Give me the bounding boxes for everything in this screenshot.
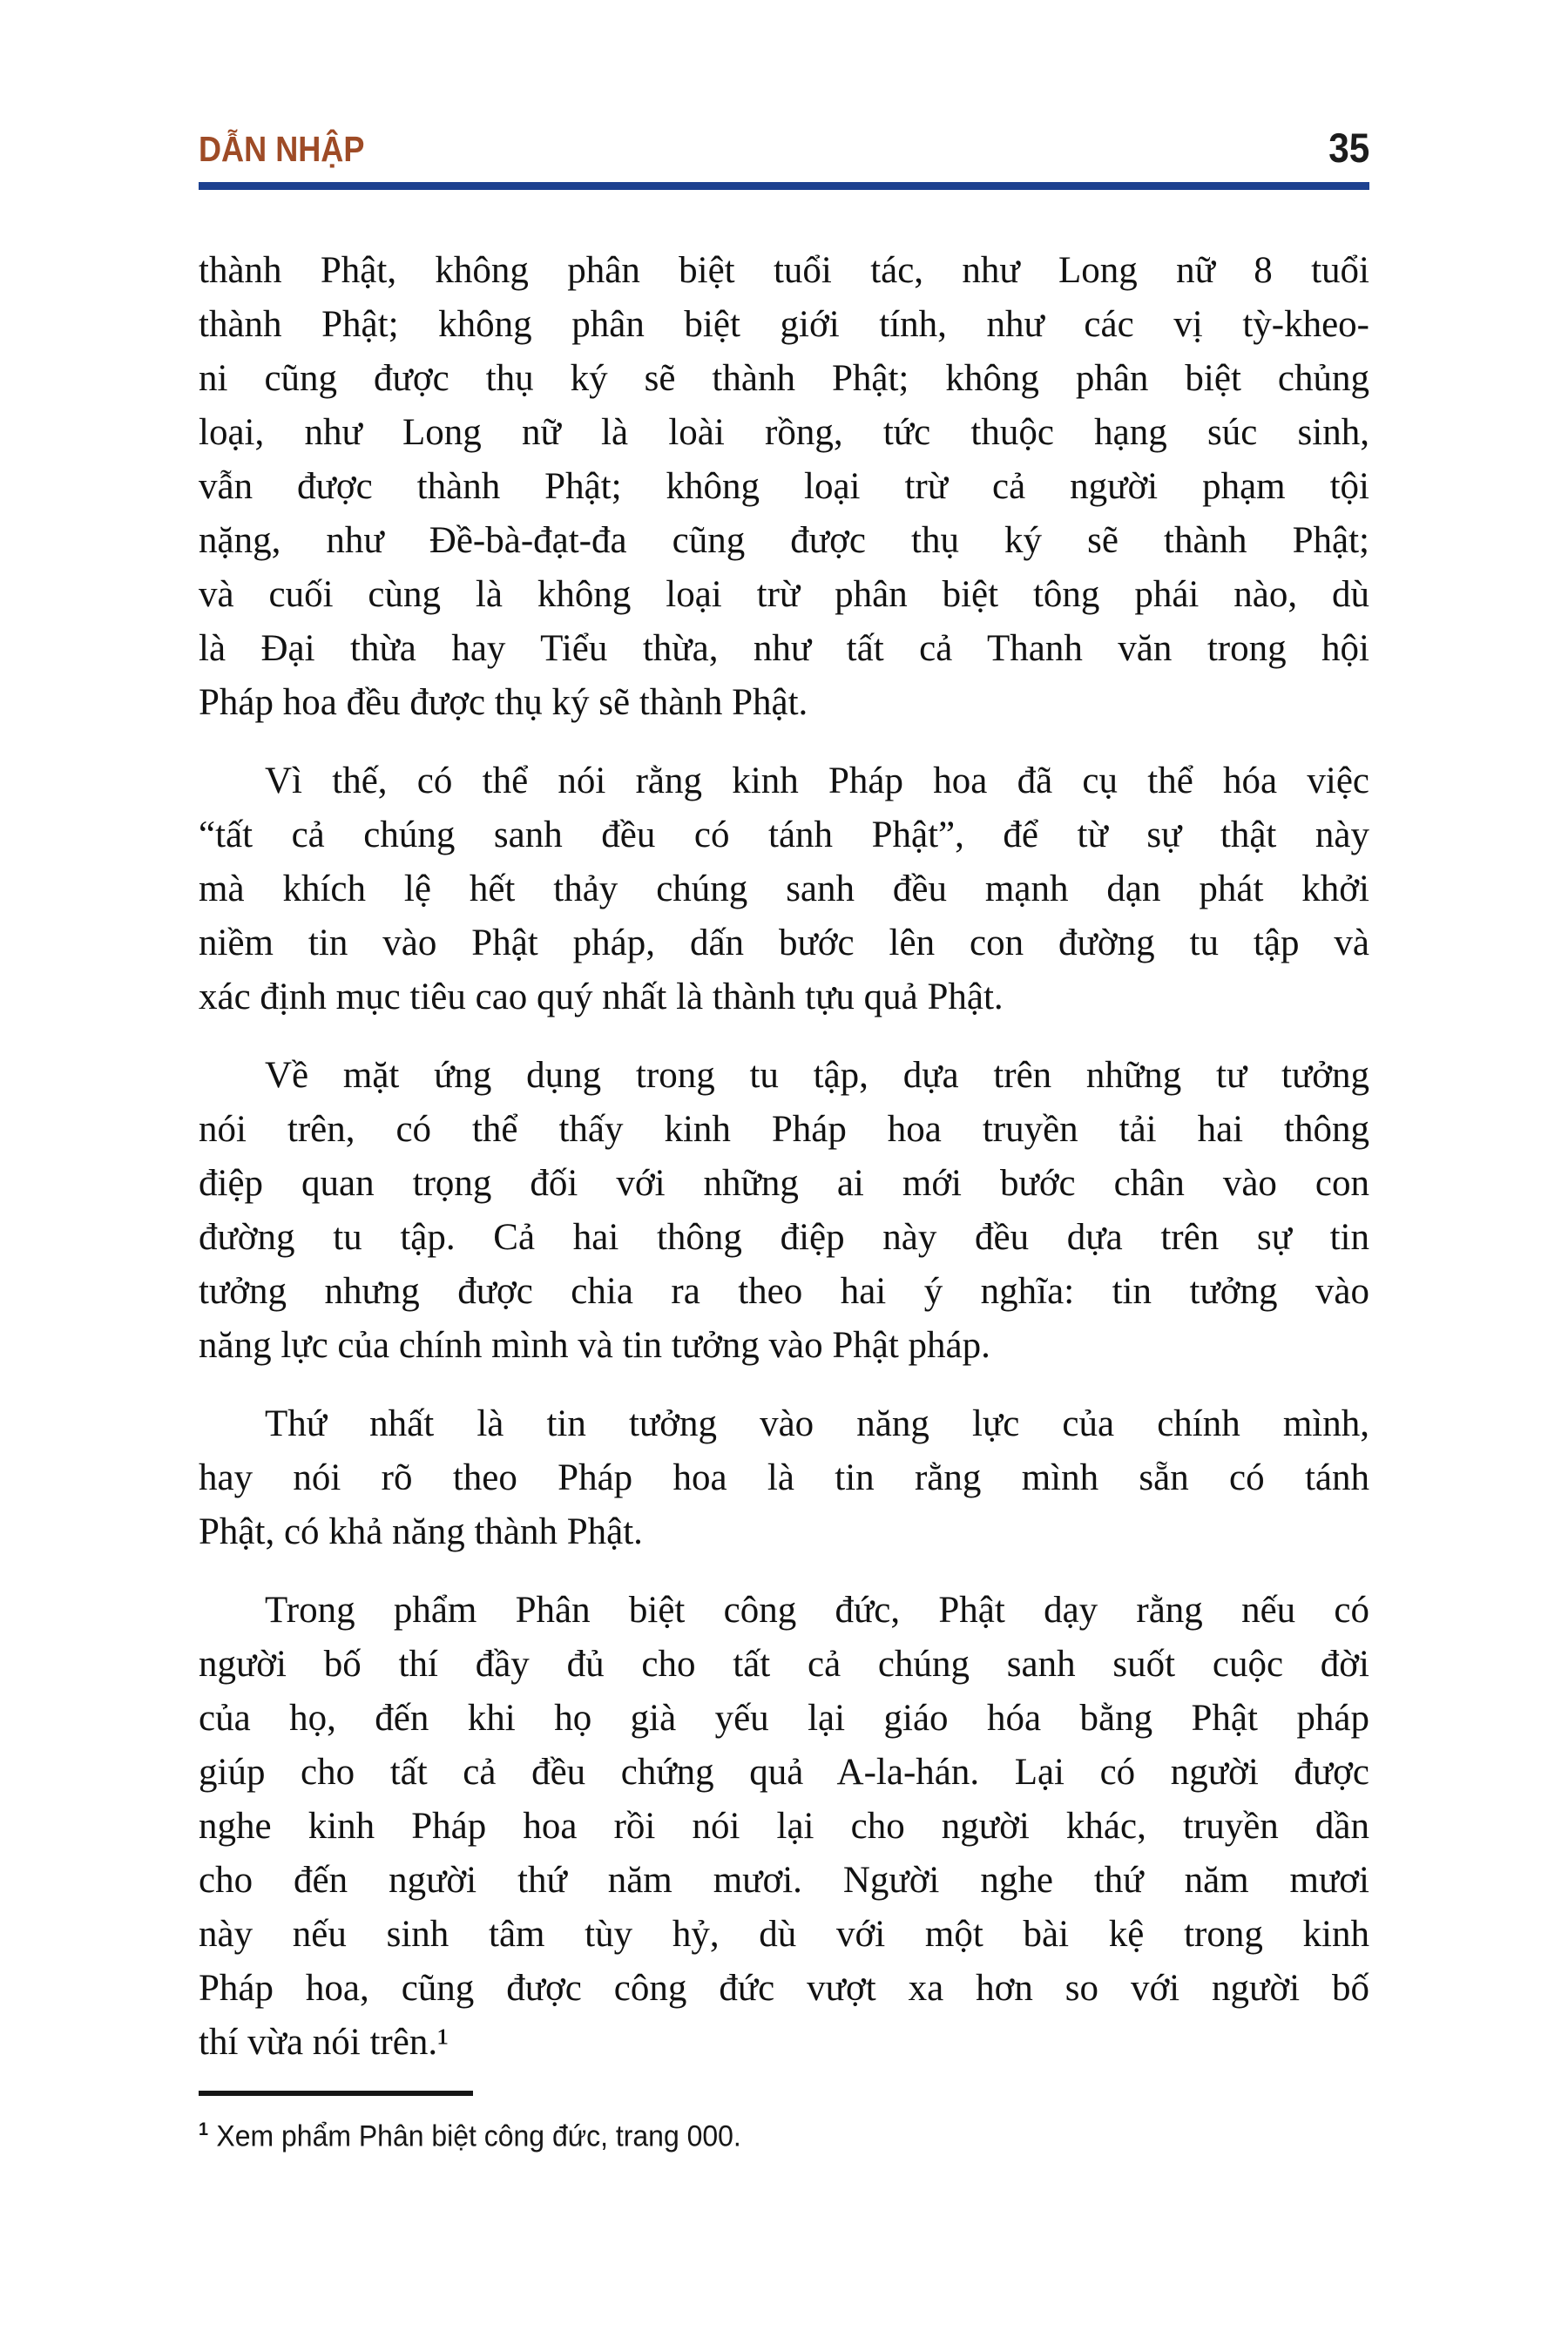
footnote-marker: 1	[199, 2119, 209, 2139]
text-line: Vì thế, có thể nói rằng kinh Pháp hoa đã cụ thể hóa việc	[265, 760, 1369, 801]
text-line: của họ, đến khi họ già yếu lại giáo hóa bằng Phật pháp	[199, 1698, 1369, 1739]
text-line: loại, như Long nữ là loài rồng, tức thuộc hạng súc sinh,	[199, 412, 1369, 453]
text-line: Phật, có khả năng thành Phật.	[199, 1511, 643, 1552]
paragraph-2	[199, 754, 1369, 1024]
body-text	[199, 244, 1369, 2070]
header-rule	[199, 182, 1369, 190]
text-line: hay nói rõ theo Pháp hoa là tin rằng mình sẵn có tánh	[199, 1457, 1369, 1498]
text-line: năng lực của chính mình và tin tưởng vào Phật pháp.	[199, 1325, 990, 1366]
text-line: và cuối cùng là không loại trừ phân biệt tông phái nào, dù	[199, 574, 1369, 615]
page-number: 35	[1328, 125, 1369, 171]
text-line: nói trên, có thể thấy kinh Pháp hoa truyền tải hai thông	[199, 1109, 1369, 1150]
text-line: thành Phật; không phân biệt giới tính, như các vị tỳ-kheo-	[199, 304, 1369, 345]
text-line: vẫn được thành Phật; không loại trừ cả người phạm tội	[199, 466, 1369, 507]
text-line: Pháp hoa, cũng được công đức vượt xa hơn so với người bố	[199, 1968, 1369, 2009]
paragraph-4	[199, 1397, 1369, 1559]
text-line: Thứ nhất là tin tưởng vào năng lực của chính mình,	[265, 1403, 1369, 1444]
footnote-text: Xem phẩm Phân biệt công đức, trang 000.	[216, 2119, 741, 2153]
paragraph-5	[199, 1584, 1369, 2070]
text-line: “tất cả chúng sanh đều có tánh Phật”, để từ sự thật này	[199, 814, 1369, 855]
text-line: đường tu tập. Cả hai thông điệp này đều dựa trên sự tin	[199, 1217, 1369, 1258]
text-line: thành Phật, không phân biệt tuổi tác, như Long nữ 8 tuổi	[199, 250, 1369, 291]
text-line: này nếu sinh tâm tùy hỷ, dù với một bài kệ trong kinh	[199, 1914, 1369, 1955]
text-line: giúp cho tất cả đều chứng quả A-la-hán. Lại có người được	[199, 1752, 1369, 1793]
text-line: thí vừa nói trên.¹	[199, 2022, 449, 2063]
text-line: xác định mục tiêu cao quý nhất là thành tựu quả Phật.	[199, 977, 1004, 1017]
text-line: niềm tin vào Phật pháp, dấn bước lên con đường tu tập và	[199, 923, 1369, 963]
text-line: mà khích lệ hết thảy chúng sanh đều mạnh dạn phát khởi	[199, 868, 1369, 909]
footnote-separator	[199, 2091, 473, 2096]
page-header	[199, 0, 1369, 169]
text-line: là Đại thừa hay Tiểu thừa, như tất cả Thanh văn trong hội	[199, 628, 1369, 669]
text-line: điệp quan trọng đối với những ai mới bước chân vào con	[199, 1163, 1369, 1204]
text-line: Pháp hoa đều được thụ ký sẽ thành Phật.	[199, 682, 808, 723]
text-line: tưởng nhưng được chia ra theo hai ý nghĩa: tin tưởng vào	[199, 1271, 1369, 1312]
text-line: người bố thí đầy đủ cho tất cả chúng sanh suốt cuộc đời	[199, 1644, 1369, 1685]
paragraph-3	[199, 1049, 1369, 1373]
text-line: ni cũng được thụ ký sẽ thành Phật; không phân biệt chủng	[199, 358, 1369, 399]
text-line: Trong phẩm Phân biệt công đức, Phật dạy rằng nếu có	[265, 1590, 1369, 1631]
text-line: Về mặt ứng dụng trong tu tập, dựa trên những tư tưởng	[265, 1055, 1369, 1096]
text-line: nghe kinh Pháp hoa rồi nói lại cho người khác, truyền dần	[199, 1806, 1369, 1847]
text-line: cho đến người thứ năm mươi. Người nghe thứ năm mươi	[199, 1860, 1369, 1901]
paragraph-1	[199, 244, 1369, 730]
running-header-title: DẪN NHẬP	[199, 129, 365, 169]
footnote	[199, 2110, 1299, 2156]
text-line: nặng, như Đề-bà-đạt-đa cũng được thụ ký sẽ thành Phật;	[199, 520, 1369, 561]
